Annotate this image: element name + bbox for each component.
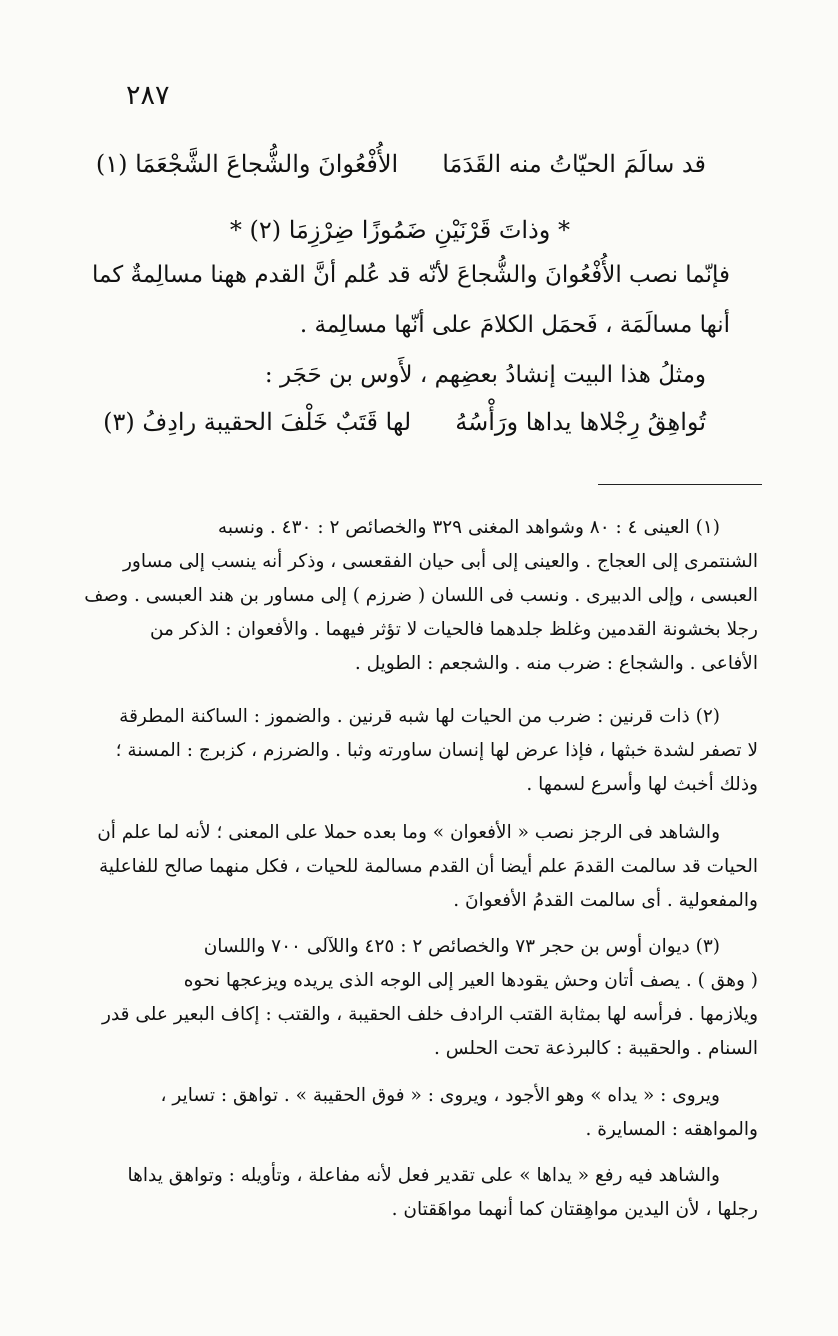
footnote-line: والشاهد فى الرجز نصب « الأفعوان » وما بعده حملا على المعنى ؛ لأنه لما علم أن	[97, 822, 720, 843]
footnote-line: والمفعولية . أى سالمت القدمُ الأفعوانَ .	[453, 890, 758, 911]
footnote-line: والمواهقه : المسايرة .	[585, 1119, 758, 1140]
footnote-line: رجلها ، لأن اليدين مواهِقتان كما أنهما مواهَقتان .	[391, 1199, 758, 1220]
verse-1	[96, 144, 706, 184]
page-number: ٢٨٧	[126, 80, 170, 111]
footnote-line: (٣) ديوان أوس بن حجر ٧٣ والخصائص ٢ : ٤٢٥ واللآلى ٧٠٠ واللسان	[203, 936, 720, 957]
footnote-line: والشاهد فيه رفع « يداها » على تقدير فعل لأنه مفاعلة ، وتأويله : وتواهق يداها	[127, 1165, 720, 1186]
prose-line-3: ومثلُ هذا البيت إنشادُ بعضِهم ، لأَوس بن حَجَر :	[264, 362, 706, 388]
footnote-line: الشنتمرى إلى العجاج . والعينى إلى أبى حيان الفقعسى ، وذكر أنه ينسب إلى مساور	[122, 551, 758, 572]
verse-3	[103, 402, 706, 442]
footnote-line: وذلك أخبث لها وأسرع لسمها .	[526, 774, 758, 795]
footnote-line: (١) العينى ٤ : ٨٠ وشواهد المغنى ٣٢٩ والخصائص ٢ : ٤٣٠ . ونسبه	[217, 517, 720, 538]
verse-3-second-hemistich: لها قَتَبٌ خَلْفَ الحقيبة رادِفُ (٣)	[103, 408, 412, 436]
footnote-line: لا تصفر لشدة خبثها ، فإذا عرض لها إنسان ساورته وثبا . والضرزم ، كزبرج : المسنة ؛	[115, 740, 758, 761]
footnote-line: ( وهق ) . يصف أتان وحش يقودها العير إلى الوجه الذى يريده ويزعجها نحوه	[183, 970, 758, 991]
footnote-line: ويروى : « يداه » وهو الأجود ، ويروى : « فوق الحقيبة » . تواهق : تساير ،	[160, 1085, 720, 1106]
footnote-line: (٢) ذات قرنين : ضرب من الحيات لها شبه قرنين . والضموز : الساكنة المطرقة	[119, 706, 720, 727]
prose-line-1: فإنّما نصب الأُفْعُوانَ والشُّجاعَ لأنّه قد عُلم أنَّ القدم ههنا مسالِمةٌ كما	[91, 262, 730, 288]
footnote-separator	[598, 484, 762, 485]
footnote-line: العبسى ، وإلى الدبيرى . ونسب فى اللسان ( ضرزم ) إلى مساور بن هند العبسى . وصف	[84, 585, 758, 606]
verse-3-first-hemistich: تُواهِقُ رِجْلاها يداها ورَأْسُهُ	[455, 408, 706, 436]
footnote-line: رجلا بخشونة القدمين وغلظ جلدهما فالحيات لا تؤثر فيهما . والأفعوان : الذكر من	[149, 619, 758, 640]
verse-2: * وذاتَ قَرْنَيْنِ ضَمُوزًا ضِرْزِمَا (٢) *	[229, 216, 570, 244]
verse-1-second-hemistich: الأُفْعُوانَ والشُّجاعَ الشَّجْعَمَا (١)	[95, 150, 399, 178]
footnote-line: السنام . والحقيبة : كالبرذعة تحت الحلس .	[434, 1038, 758, 1059]
prose-line-2: أنها مسالَمَة ، فَحمَل الكلامَ على أنّها مسالِمة .	[299, 312, 730, 338]
footnote-line: الأفاعى . والشجاع : ضرب منه . والشجعم : الطويل .	[354, 653, 758, 674]
footnote-line: ويلازمها . فرأسه لها بمثابة القتب الرادف خلف الحقيبة ، والقتب : إكاف البعير على قدر	[102, 1004, 758, 1025]
verse-1-first-hemistich: قد سالَمَ الحيّاتُ منه القَدَمَا	[442, 150, 706, 178]
footnote-line: الحيات قد سالمت القدمَ علم أيضا أن القدم مسالمة للحيات ، فكل منهما صالح للفاعلية	[98, 856, 758, 877]
